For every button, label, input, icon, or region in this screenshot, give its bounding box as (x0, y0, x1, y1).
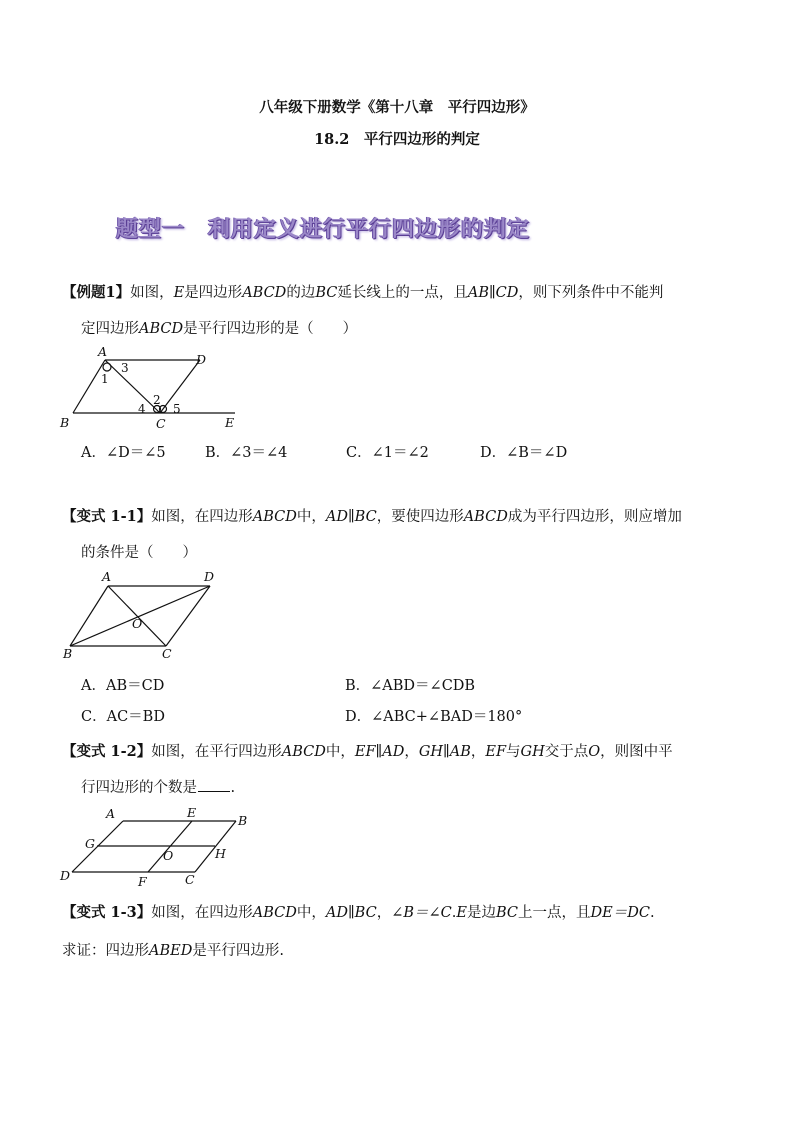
fig2-label-B: B (63, 646, 73, 661)
fig2-label-D: D (204, 569, 215, 584)
line-AB (73, 360, 105, 413)
variant11-figure (58, 568, 228, 663)
fig1-label-E: E (225, 415, 235, 430)
variant13-line1: 【变式 1-3】如图，在四边形ABCD中，AD∥BC，∠B＝∠C.E是边BC上一点，且DE＝DC. (62, 904, 655, 921)
example1-line1: 【例题1】如图，E是四边形ABCD的边BC延长线上的一点，且AB∥CD，则下列条件中不能判 (62, 284, 664, 301)
variant11-line2: 的条件是（ ） (81, 545, 197, 561)
section-banner: 题型一 利用定义进行平行四边形的判定 (116, 217, 531, 242)
fig3-label-D: D (60, 868, 71, 883)
fig3-label-A: A (106, 806, 116, 821)
line-AB (70, 586, 108, 646)
fig3-label-O: O (163, 848, 174, 863)
fig1-label-C: C (156, 416, 166, 431)
variant11-option-a[interactable]: A．AB＝CD (81, 678, 165, 694)
variant13-tag: 【变式 1-3】 (62, 904, 152, 921)
variant11-option-b[interactable]: B．∠ABD＝∠CDB (345, 678, 476, 694)
angle-mark-A (103, 363, 111, 371)
fig1-angle-4: 4 (138, 402, 146, 416)
example1-option-b[interactable]: B．∠3＝∠4 (205, 445, 288, 461)
example1-option-d[interactable]: D．∠B＝∠D (480, 445, 568, 461)
example1-figure (55, 343, 255, 433)
fig3-label-F: F (138, 874, 147, 889)
fig3-label-B: B (238, 813, 248, 828)
fig3-label-C: C (185, 872, 195, 887)
variant13-line2: 求证：四边形ABED是平行四边形. (62, 943, 284, 959)
line-AC (105, 360, 160, 413)
variant11-option-d[interactable]: D．∠ABC+∠BAD＝180° (345, 709, 523, 725)
fig1-angle-5: 5 (173, 402, 181, 416)
fig1-angle-1: 1 (101, 372, 109, 386)
fig1-label-A: A (98, 344, 108, 359)
page-title: 八年级下册数学《第十八章 平行四边形》 (259, 99, 535, 116)
fig1-label-B: B (60, 415, 70, 430)
fig1-label-D: D (196, 352, 207, 367)
fig2-label-O: O (132, 616, 143, 631)
example1-option-a[interactable]: A．∠D＝∠5 (81, 445, 166, 461)
variant12-figure (55, 802, 260, 892)
answer-blank[interactable] (198, 779, 230, 792)
example1-line2: 定四边形ABCD是平行四边形的是（ ） (81, 321, 358, 337)
fig1-angle-3: 3 (121, 361, 129, 375)
variant11-tag: 【变式 1-1】 (62, 508, 152, 525)
fig1-angle-2: 2 (153, 393, 161, 407)
fig2-label-C: C (162, 646, 172, 661)
variant12-tag: 【变式 1-2】 (62, 743, 152, 760)
example1-tag: 【例题1】 (62, 284, 131, 301)
variant11-option-c[interactable]: C．AC＝BD (81, 709, 165, 725)
fig3-label-G: G (85, 836, 95, 851)
variant11-line1: 【变式 1-1】如图，在四边形ABCD中，AD∥BC，要使四边形ABCD成为平行四边形，则应增加 (62, 508, 682, 525)
variant12-line1: 【变式 1-2】如图，在平行四边形ABCD中，EF∥AD，GH∥AB，EF与GH交于点O，则图中平 (62, 743, 673, 760)
fig3-label-E: E (187, 805, 197, 820)
fig3-label-H: H (215, 846, 226, 861)
fig2-label-A: A (102, 569, 112, 584)
variant12-line2: 行四边形的个数是 . (81, 780, 236, 796)
page-subtitle: 18.2 平行四边形的判定 (314, 131, 480, 148)
example1-option-c[interactable]: C．∠1＝∠2 (346, 445, 429, 461)
